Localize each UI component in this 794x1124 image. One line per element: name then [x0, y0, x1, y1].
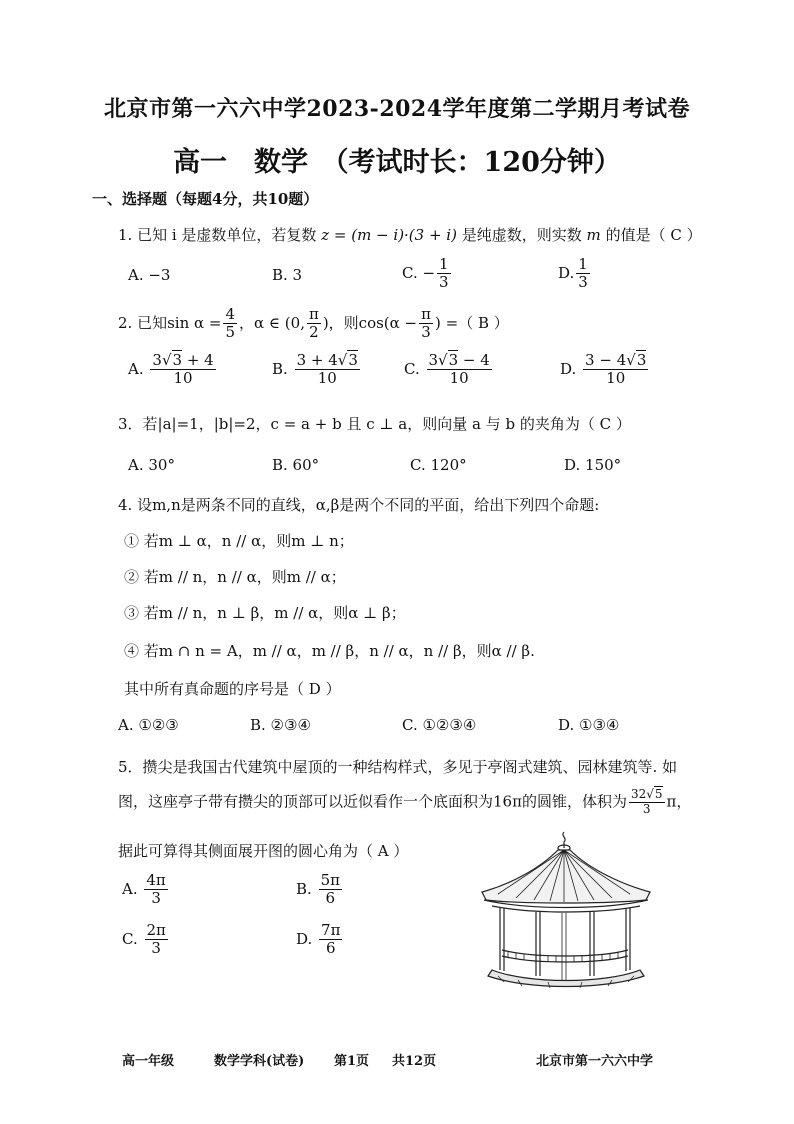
q2-option-a-den: 10	[173, 369, 193, 388]
q1-option-d-label: D.	[558, 263, 575, 282]
q4-question: 其中所有真命题的序号是（ D ）	[124, 680, 341, 698]
q3-option-c: C. 120°	[410, 456, 467, 474]
exam-subtitle: 高一 数学 （考试时长：120分钟）	[173, 147, 621, 178]
q2-option-a	[128, 352, 218, 388]
q5-option-a	[122, 872, 170, 908]
footer-school: 北京市第一六六中学	[536, 1054, 654, 1069]
q5-option-b	[296, 872, 344, 908]
q2-range-den: 2	[309, 323, 319, 342]
q1-option-c-den: 3	[439, 273, 449, 292]
q2-option-d-radicand: 3	[636, 351, 647, 369]
question-4-stem: 4. 设m,n是两条不同的直线，α,β是两个不同的平面，给出下列四个命题:	[118, 496, 600, 514]
q5-option-d-num: 7π	[321, 921, 341, 939]
q1-var: m	[586, 226, 601, 244]
q4-option-b: B. ②③④	[250, 716, 311, 734]
q2-option-b-den: 10	[317, 369, 337, 388]
q2-option-c-label: C.	[404, 359, 420, 378]
q5-option-b-den: 6	[325, 889, 336, 908]
q2-text-b: ，α ∈ (0,	[239, 313, 305, 332]
q5-option-a-num: 4π	[146, 871, 166, 889]
q2-text-a: 2. 已知sin α =	[118, 313, 222, 332]
q1-option-a: A. −3	[128, 266, 171, 284]
q2-option-a-fraction: $\frac{3√3 + 4}{10}$	[152, 351, 214, 388]
q2-given-fraction	[223, 306, 237, 342]
q4-option-a: A. ①②③	[118, 716, 179, 734]
q5-option-a-den: 3	[151, 889, 161, 908]
q2-given-num: 4	[225, 305, 236, 323]
q5-option-d-label: D.	[296, 929, 313, 948]
q5-option-c-num: 2π	[146, 921, 166, 939]
q5-option-c-fraction	[145, 922, 168, 958]
q2-option-c-tail: − 4	[458, 351, 490, 369]
q5-line2-tail: π，	[666, 792, 692, 811]
q5-option-b-label: B.	[296, 879, 312, 898]
q4-proposition-1: ① 若m ⊥ α，n // α，则m ⊥ n；	[124, 532, 354, 550]
q2-option-b	[272, 352, 362, 388]
q2-shift-den: 3	[421, 323, 431, 342]
q2-option-a-tail: + 4	[182, 351, 214, 369]
q5-volume-radicand: 5	[654, 787, 663, 801]
q2-text-c: )，则cos(α −	[322, 313, 418, 332]
q5-option-b-fraction	[319, 872, 342, 908]
q2-option-d-den: 10	[606, 369, 626, 388]
q2-range-num: π	[308, 305, 319, 323]
q2-option-b-coef: 3 + 4	[296, 351, 338, 369]
q5-line2-text: 图，这座亭子带有攒尖的顶部可以近似看作一个底面积为16π的圆锥，体积为	[118, 792, 627, 811]
q1-option-d-fraction	[576, 256, 590, 292]
q3-option-d: D. 150°	[564, 456, 622, 474]
q2-option-b-label: B.	[272, 359, 288, 378]
q5-option-c	[122, 922, 170, 958]
footer-page-total: 共12页	[392, 1054, 437, 1069]
footer-grade: 高一年级	[122, 1054, 175, 1069]
q2-shift-fraction	[419, 306, 433, 342]
question-3-stem: 3．若|a|=1，|b|=2，c = a + b 且 c ⊥ a，则向量 a 与 b 的夹角为（ C ）	[118, 415, 631, 433]
question-5-line-2	[118, 788, 691, 817]
q2-option-c-den: 10	[449, 369, 469, 388]
q1-text-c: 的值是（ C ）	[605, 226, 702, 244]
q1-formula: z = (m − i)·(3 + i)	[321, 226, 457, 244]
q2-given-den: 5	[225, 323, 236, 342]
q1-option-c-fraction	[437, 256, 451, 292]
q2-option-c	[404, 352, 494, 388]
exam-title: 北京市第一六六中学2023-2024学年度第二学期月考试卷	[103, 96, 691, 122]
q1-option-c-num: 1	[439, 255, 449, 273]
q2-option-b-fraction: $\frac{3 + 4√3}{10}$	[296, 351, 358, 388]
q2-text-d: ) =（ B ）	[435, 313, 509, 332]
q5-option-b-num: 5π	[320, 871, 340, 889]
q5-option-d-den: 6	[325, 939, 336, 958]
section-heading: 一、选择题（每题4分，共10题）	[92, 190, 319, 208]
q4-proposition-2: ② 若m // n，n // α，则m // α；	[124, 568, 346, 586]
q2-option-a-label: A.	[128, 359, 144, 378]
q1-option-d-num: 1	[578, 255, 588, 273]
question-5-line-1: 5．攒尖是我国古代建筑中屋顶的一种结构样式，多见于亭阁式建筑、园林建筑等. 如	[118, 758, 678, 776]
q2-option-a-radicand: 3	[172, 351, 183, 369]
question-1-stem	[118, 224, 702, 245]
q1-text-b: 是纯虚数，则实数	[461, 226, 582, 244]
q4-proposition-4: ④ 若m ∩ n = A，m // α，m // β，n // α，n // β，则α // β.	[124, 642, 535, 660]
q2-option-d-coef: 3 − 4	[585, 351, 627, 369]
q1-option-c	[402, 256, 453, 292]
q1-text-a: 1. 已知 i 是虚数单位，若复数	[118, 226, 317, 244]
q2-option-b-radicand: 3	[348, 351, 358, 369]
q2-range-fraction	[307, 306, 321, 342]
q5-volume-coef: 32	[630, 787, 647, 801]
q2-option-a-coef: 3	[152, 351, 162, 369]
q5-option-d	[296, 922, 344, 958]
q5-option-a-label: A.	[122, 879, 138, 898]
question-5-line-3: 据此可算得其侧面展开图的圆心角为（ A ）	[118, 842, 409, 860]
footer-subject: 数学学科(试卷)	[214, 1054, 305, 1069]
q5-option-a-fraction	[144, 872, 167, 908]
q2-option-d	[560, 352, 650, 388]
q4-option-c: C. ①②③④	[402, 716, 477, 734]
q2-option-c-fraction: $\frac{3√3 - 4}{10}$	[428, 351, 490, 388]
footer-page-number: 第1页	[334, 1054, 370, 1069]
q3-option-a: A. 30°	[128, 456, 175, 474]
q2-option-d-label: D.	[560, 359, 577, 378]
q2-option-c-coef: 3	[428, 351, 439, 369]
q5-volume-den: 3	[642, 801, 651, 816]
q3-option-b: B. 60°	[272, 456, 320, 474]
q4-option-d: D. ①③④	[558, 716, 620, 734]
q1-option-d	[558, 256, 592, 292]
pavilion-illustration-icon	[478, 830, 654, 990]
question-2-stem	[118, 306, 509, 342]
q2-shift-num: π	[421, 305, 431, 323]
q2-option-d-fraction: $\frac{3 - 4√3}{10}$	[585, 351, 647, 388]
q4-proposition-3: ③ 若m // n，n ⊥ β，m // α，则α ⊥ β；	[124, 604, 406, 622]
q2-option-c-radicand: 3	[448, 351, 459, 369]
q1-option-b: B. 3	[272, 266, 303, 284]
q1-option-d-den: 3	[578, 273, 588, 292]
q5-option-c-label: C.	[122, 929, 138, 948]
q1-option-c-label: C. −	[402, 263, 436, 282]
q5-option-c-den: 3	[151, 939, 161, 958]
q5-option-d-fraction	[319, 922, 342, 958]
q5-volume-fraction: $\frac{32√5}{3}$	[630, 787, 663, 816]
